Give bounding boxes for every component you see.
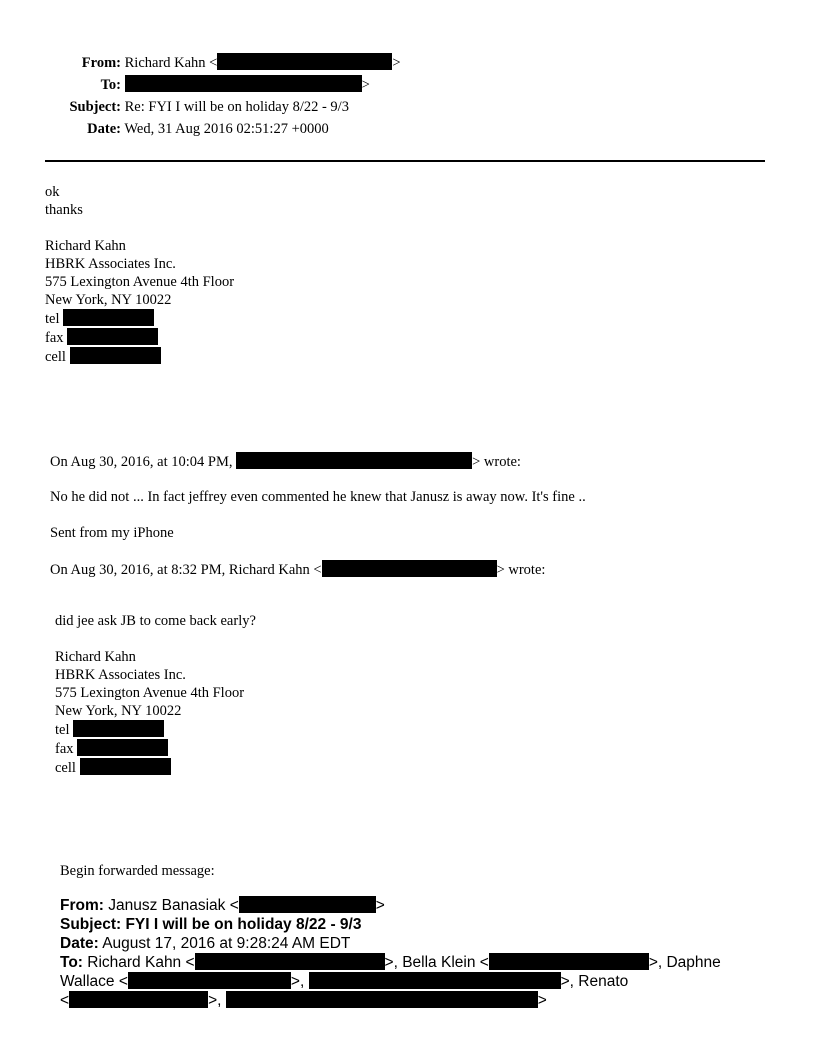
- redaction: [125, 75, 362, 92]
- quote-intro: On Aug 30, 2016, at 10:04 PM, > wrote:: [50, 454, 521, 470]
- signature-name: Richard Kahn: [55, 649, 136, 665]
- redaction: [128, 972, 291, 989]
- message-body: [45, 183, 83, 219]
- signature-tel: tel: [45, 309, 234, 328]
- signature-cell: cell: [45, 347, 234, 366]
- redaction: [69, 991, 208, 1008]
- redaction: [73, 720, 164, 737]
- forwarded-to-cont: < >, >: [60, 992, 547, 1009]
- forwarded-date: Date: August 17, 2016 at 9:28:24 AM EDT: [60, 935, 351, 952]
- subject-value: Re: FYI I will be on holiday 8/22 - 9/3: [124, 99, 349, 115]
- from-value: Richard Kahn <: [124, 55, 218, 71]
- signature-fax: fax: [55, 739, 244, 758]
- signature-address: 575 Lexington Avenue 4th Floor: [55, 685, 245, 701]
- quote-intro: On Aug 30, 2016, at 8:32 PM, Richard Kahn < > wrote:: [50, 562, 546, 578]
- forwarded-from: From: Janusz Banasiak < >: [60, 897, 385, 914]
- forwarded-to-cont: Wallace < >, >, Renato: [60, 973, 629, 990]
- quote-text: No he did not ... In fact jeffrey even commented he knew that Janusz is away now. It's fine ..: [50, 489, 586, 505]
- signature-tel: tel: [55, 720, 244, 739]
- signature-fax: fax: [45, 328, 234, 347]
- redaction: [80, 758, 171, 775]
- signature: [55, 648, 244, 777]
- header-date-row: [45, 118, 329, 140]
- to-label: To:: [100, 77, 121, 93]
- redaction: [77, 739, 168, 756]
- from-label: From:: [81, 55, 121, 71]
- redaction: [309, 972, 561, 989]
- signature-company: HBRK Associates Inc.: [55, 667, 186, 683]
- forwarded-header: [60, 896, 721, 1010]
- redaction: [322, 560, 497, 577]
- signature-address: 575 Lexington Avenue 4th Floor: [45, 274, 235, 290]
- redaction: [70, 347, 161, 364]
- redaction: [226, 991, 538, 1008]
- forwarded-begin: Begin forwarded message:: [60, 863, 215, 879]
- quote-sent-from: Sent from my iPhone: [50, 525, 174, 541]
- header-subject-row: [45, 96, 349, 118]
- body-line: ok: [45, 184, 60, 200]
- redaction: [195, 953, 385, 970]
- redaction: [489, 953, 649, 970]
- subject-label: Subject:: [69, 99, 121, 115]
- redaction: [236, 452, 472, 469]
- redaction: [217, 53, 392, 70]
- signature-city: New York, NY 10022: [55, 703, 182, 719]
- redaction: [67, 328, 158, 345]
- header-divider: [45, 160, 765, 162]
- date-value: Wed, 31 Aug 2016 02:51:27 +0000: [124, 121, 329, 137]
- signature-name: Richard Kahn: [45, 238, 126, 254]
- redaction: [239, 896, 376, 913]
- signature-company: HBRK Associates Inc.: [45, 256, 176, 272]
- date-label: Date:: [87, 121, 121, 137]
- header-from-row: [45, 52, 401, 74]
- forwarded-subject: Subject: FYI I will be on holiday 8/22 - 9/3: [60, 916, 362, 933]
- body-line: thanks: [45, 202, 83, 218]
- header-to-row: [45, 74, 370, 96]
- from-close: >: [392, 55, 401, 71]
- redaction: [63, 309, 154, 326]
- signature-city: New York, NY 10022: [45, 292, 172, 308]
- quote-text: did jee ask JB to come back early?: [55, 613, 256, 629]
- to-close: >: [361, 77, 370, 93]
- signature: [45, 237, 234, 366]
- forwarded-to: To: Richard Kahn < >, Bella Klein < >, Daphne: [60, 954, 721, 971]
- signature-cell: cell: [55, 758, 244, 777]
